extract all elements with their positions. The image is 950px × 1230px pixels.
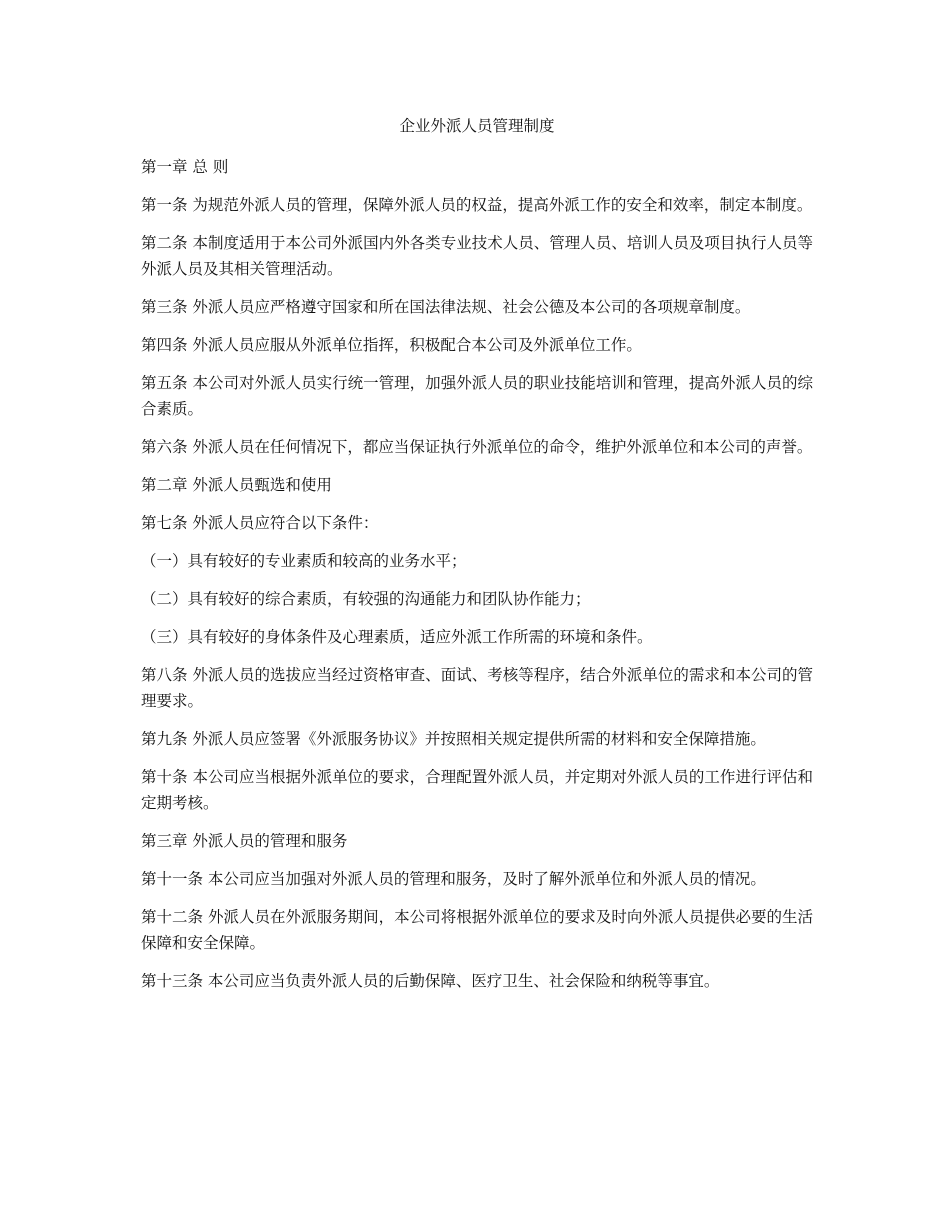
chapter-heading: 第二章 外派人员甄选和使用 [141, 476, 332, 494]
article-paragraph: 第十条 本公司应当根据外派单位的要求，合理配置外派人员，并定期对外派人员的工作进行评估和定期考核。 [141, 768, 813, 812]
article-paragraph: 第七条 外派人员应符合以下条件： [141, 514, 379, 532]
article-paragraph: 第八条 外派人员的选拔应当经过资格审查、面试、考核等程序，结合外派单位的需求和本公司的管理要求。 [141, 666, 813, 710]
article-paragraph: 第十三条 本公司应当负责外派人员的后勤保障、医疗卫生、社会保险和纳税等事宜。 [141, 972, 720, 990]
article-paragraph: 第一条 为规范外派人员的管理，保障外派人员的权益，提高外派工作的安全和效率，制定本制度。 [141, 196, 813, 214]
list-item: （三）具有较好的身体条件及心理素质，适应外派工作所需的环境和条件。 [141, 628, 653, 646]
chapter-heading: 第三章 外派人员的管理和服务 [141, 832, 348, 850]
document-body [141, 114, 813, 1006]
article-paragraph: 第二条 本制度适用于本公司外派国内外各类专业技术人员、管理人员、培训人员及项目执行人员等外派人员及其相关管理活动。 [141, 234, 813, 278]
chapter-heading: 第一章 总 则 [141, 158, 229, 176]
list-item: （二）具有较好的综合素质，有较强的沟通能力和团队协作能力； [141, 590, 591, 608]
list-item: （一）具有较好的专业素质和较高的业务水平； [141, 552, 467, 570]
article-paragraph: 第五条 本公司对外派人员实行统一管理，加强外派人员的职业技能培训和管理，提高外派人员的综合素质。 [141, 374, 813, 418]
article-paragraph: 第十一条 本公司应当加强对外派人员的管理和服务，及时了解外派单位和外派人员的情况。 [141, 870, 766, 888]
document-title: 企业外派人员管理制度 [399, 117, 555, 135]
article-paragraph: 第四条 外派人员应服从外派单位指挥，积极配合本公司及外派单位工作。 [141, 336, 642, 354]
article-paragraph: 第六条 外派人员在任何情况下，都应当保证执行外派单位的命令，维护外派单位和本公司的声誉。 [141, 438, 813, 456]
article-paragraph: 第九条 外派人员应签署《外派服务协议》并按照相关规定提供所需的材料和安全保障措施。 [141, 730, 766, 748]
article-paragraph: 第三条 外派人员应严格遵守国家和所在国法律法规、社会公德及本公司的各项规章制度。 [141, 298, 751, 316]
article-paragraph: 第十二条 外派人员在外派服务期间，本公司将根据外派单位的要求及时向外派人员提供必要的生活保障和安全保障。 [141, 908, 813, 952]
